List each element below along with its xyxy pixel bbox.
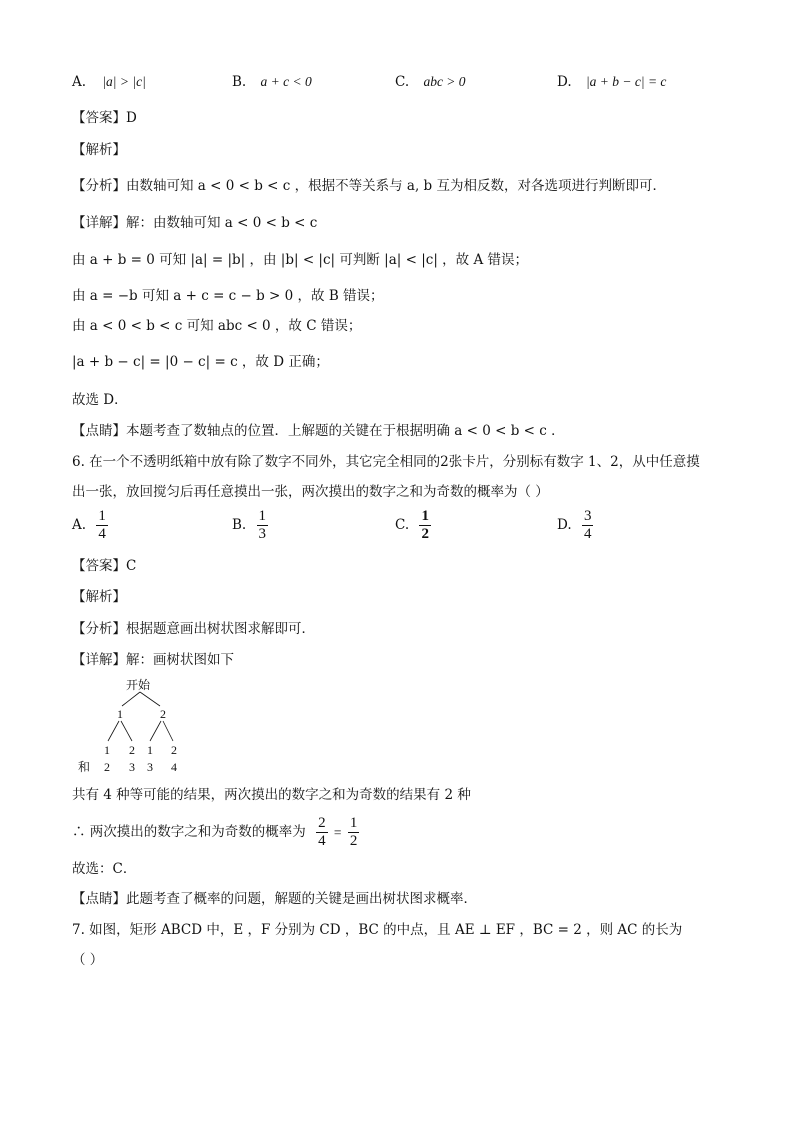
question-6-stem-line-1: 6. 在一个不透明纸箱中放有除了数字不同外，其它完全相同的2张卡片，分别标有数字 1、2，从中任意摸: [72, 454, 700, 470]
tree-sum-value: 3: [129, 760, 135, 774]
analysis-text: 【分析】根据题意画出树状图求解即可．: [72, 621, 315, 637]
fraction-numerator: 1: [258, 508, 267, 524]
option-label: D.: [557, 74, 572, 90]
tree-node-level1: 2: [160, 707, 166, 721]
comment-line: 【点睛】此题考查了概率的问题，解题的关键是画出树状图求概率．: [72, 891, 477, 907]
answer-line: 【答案】D: [72, 110, 137, 126]
tree-branch: [150, 721, 161, 741]
solution-step-1: 由 a + b = 0 可知 |a| = |b| ，由 |b| < |c| 可判断 |a| < |c| ，故 A 错误；: [72, 252, 528, 268]
choice-statement: 故选：C．: [72, 861, 137, 877]
option-d: [557, 72, 666, 92]
tree-sum-label: 和: [78, 760, 91, 774]
fraction-numerator: 3: [583, 508, 592, 524]
option-expression: |a + b − c| = c: [585, 74, 667, 89]
tree-sum-value: 2: [104, 760, 110, 774]
tree-branch: [122, 692, 140, 706]
fraction: [419, 508, 431, 543]
fraction-denominator: 2: [421, 526, 429, 542]
tree-branch: [140, 692, 160, 706]
option-label: C.: [395, 74, 410, 90]
option-d: [557, 508, 593, 543]
question-6-stem-line-2: 出一张，放回搅匀后再任意摸出一张，两次摸出的数字之和为奇数的概率为（ ）: [72, 484, 549, 500]
tree-branch: [163, 721, 173, 741]
tree-root-label: 开始: [126, 678, 151, 692]
question-7-stem-line-1: 7. 如图，矩形 ABCD 中，E ，F 分别为 CD ，BC 的中点，且 AE ⊥ EF ，BC = 2 ，则 AC 的长为: [72, 922, 683, 938]
option-label: C.: [395, 517, 410, 533]
equals-sign: =: [333, 824, 342, 840]
fraction-numerator: 1: [349, 815, 358, 831]
fraction: [96, 508, 108, 543]
solution-step-3: 由 a < 0 < b < c 可知 abc < 0 ，故 C 错误；: [72, 318, 362, 334]
option-label: B.: [232, 74, 247, 90]
option-expression: abc > 0: [423, 74, 466, 89]
option-a: [72, 508, 108, 543]
option-c: [395, 72, 466, 92]
solution-step-2: 由 a = −b 可知 a + c = c − b > 0 ，故 B 错误；: [72, 288, 384, 304]
fraction-numerator: 1: [421, 508, 429, 524]
comment-line: 【点睛】本题考查了数轴点的位置．上解题的关键在于根据明确 a < 0 < b < c ．: [72, 423, 565, 439]
option-a: [72, 72, 146, 92]
fraction-numerator: 2: [318, 815, 326, 831]
option-label: D.: [557, 517, 572, 533]
option-c: [395, 508, 431, 543]
tree-node-level2: 2: [129, 743, 135, 757]
fraction-denominator: 4: [583, 526, 592, 542]
solution-step-4: |a + b − c| = |0 − c| = c ，故 D 正确；: [72, 354, 329, 370]
tree-sum-value: 3: [147, 760, 153, 774]
tree-node-level2: 1: [147, 743, 153, 757]
option-label: A.: [72, 517, 87, 533]
answer-line: 【答案】C: [72, 558, 137, 574]
fraction: [316, 815, 328, 850]
tree-branch: [121, 721, 132, 741]
analysis-heading: 【解析】: [72, 142, 126, 158]
option-label: B.: [232, 517, 247, 533]
probability-line: [72, 813, 359, 852]
result-line: 共有 4 种等可能的结果，两次摸出的数字之和为奇数的结果有 2 种: [72, 787, 471, 803]
choice-statement: 故选 D．: [72, 392, 128, 408]
option-expression: |a| > |c|: [102, 74, 146, 89]
probability-tree-diagram: [72, 676, 202, 776]
fraction-denominator: 2: [349, 833, 358, 849]
detail-intro: 【详解】解：由数轴可知 a < 0 < b < c: [72, 215, 318, 231]
option-expression: a + c < 0: [260, 74, 312, 89]
tree-node-level2: 2: [171, 743, 177, 757]
tree-node-level2: 1: [104, 743, 110, 757]
fraction: [348, 815, 360, 850]
fraction-denominator: 4: [98, 526, 106, 542]
probability-prefix: ∴ 两次摸出的数字之和为奇数的概率为: [72, 824, 306, 840]
option-b: [232, 72, 312, 92]
detail-intro: 【详解】解：画树状图如下: [72, 652, 234, 668]
tree-node-level1: 1: [117, 707, 123, 721]
fraction: [257, 508, 269, 543]
tree-branch: [108, 721, 119, 741]
option-label: A.: [72, 74, 87, 90]
fraction-denominator: 3: [258, 526, 267, 542]
analysis-text: 【分析】由数轴可知 a < 0 < b < c ，根据不等关系与 a, b 互为相反数，对各选项进行判断即可．: [72, 178, 666, 194]
fraction-numerator: 1: [98, 508, 106, 524]
option-b: [232, 508, 268, 543]
question-7-stem-line-2: （ ）: [72, 952, 104, 968]
fraction-denominator: 4: [318, 833, 326, 849]
analysis-heading: 【解析】: [72, 589, 126, 605]
fraction: [582, 508, 594, 543]
tree-sum-value: 4: [171, 760, 177, 774]
